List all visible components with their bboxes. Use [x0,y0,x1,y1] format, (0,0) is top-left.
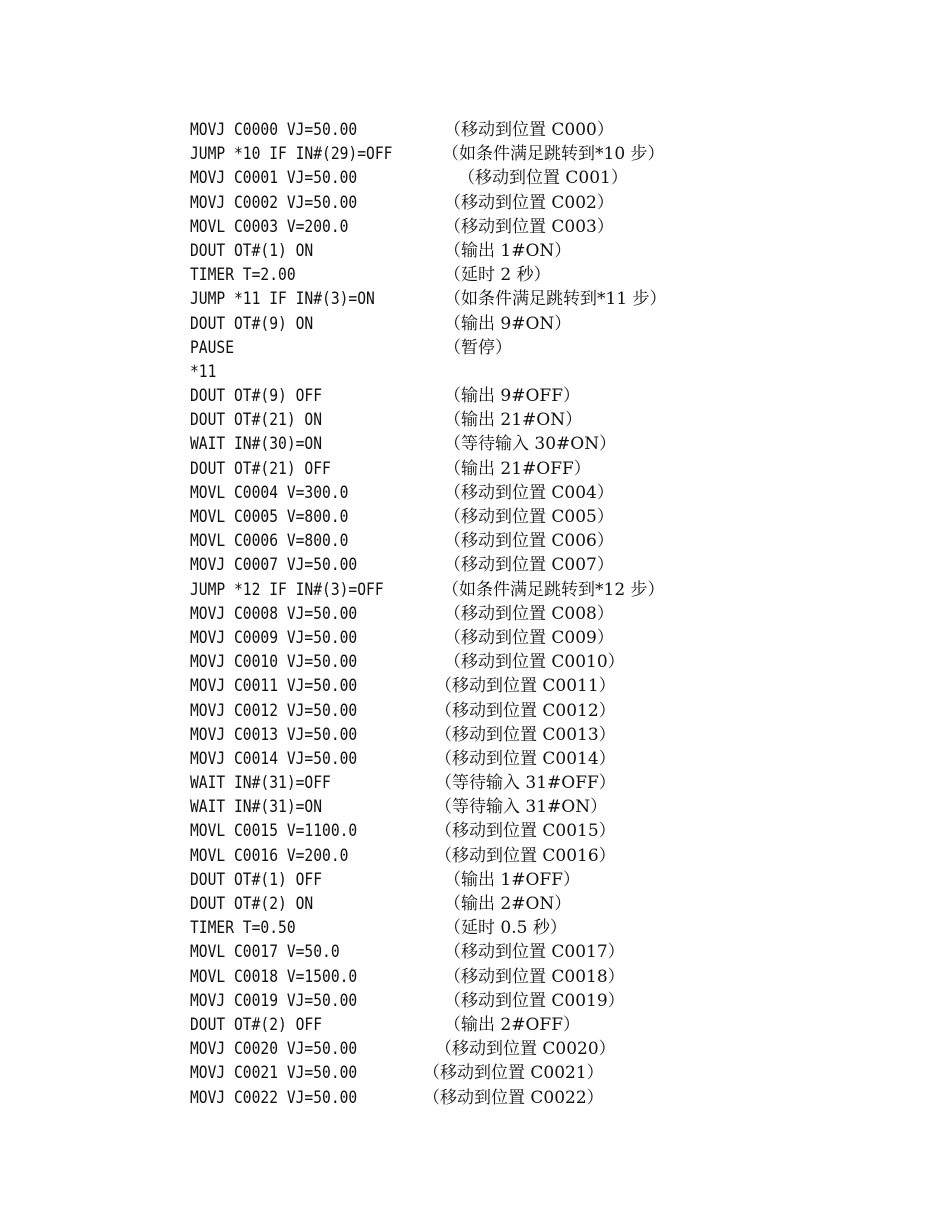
program-line [190,215,750,239]
program-instruction: WAIT IN#(31)=ON [190,797,323,818]
program-line [190,771,750,795]
program-line [190,626,750,650]
program-comment: （等待输入 30#ON） [444,434,617,455]
program-comment: （移动到位置 C000） [444,120,614,140]
program-comment: （移动到位置 C0016） [435,845,616,866]
program-instruction: MOVL C0017 V=50.0 [190,942,340,963]
program-comment: （移动到位置 C0013） [435,724,616,745]
program-line [190,747,750,771]
program-instruction: WAIT IN#(30)=ON [190,434,323,455]
robot-program-listing [190,118,750,1110]
program-instruction: PAUSE [190,337,235,358]
program-instruction: MOVJ C0011 VJ=50.00 [190,676,358,697]
program-comment: （移动到位置 C009） [444,627,614,648]
program-line [190,844,750,868]
program-comment: （移动到位置 C0014） [435,748,616,769]
program-line [190,312,750,336]
program-comment: （移动到位置 C0019） [444,990,625,1011]
program-comment: （移动到位置 C0018） [444,966,625,987]
program-instruction: MOVJ C0009 VJ=50.00 [190,627,358,648]
program-instruction: MOVJ C0007 VJ=50.00 [190,555,358,576]
program-line [190,432,750,456]
program-instruction: MOVJ C0010 VJ=50.00 [190,652,358,673]
program-instruction: MOVJ C0021 VJ=50.00 [190,1063,358,1084]
program-instruction: MOVJ C0022 VJ=50.00 [190,1087,358,1108]
program-comment: （移动到位置 C006） [444,531,614,552]
program-comment: （输出 2#ON） [444,894,572,914]
program-comment: （延时 2 秒） [444,265,551,286]
program-instruction: DOUT OT#(9) OFF [190,386,323,407]
program-line [190,118,750,142]
program-line [190,674,750,698]
program-line [190,916,750,940]
program-line [190,191,750,215]
program-line [190,384,750,408]
program-instruction: JUMP *12 IF IN#(3)=OFF [190,579,384,600]
program-comment: （如条件满足跳转到*10 步） [442,144,665,165]
program-comment: （输出 1#OFF） [444,869,580,890]
program-comment: （移动到位置 C003） [444,216,614,237]
program-comment: （移动到位置 C004） [444,482,614,503]
program-comment: （暂停） [444,337,512,358]
program-comment: （移动到位置 C0012） [435,700,616,721]
program-line [190,360,750,384]
program-comment: （移动到位置 C0011） [435,676,616,697]
program-instruction: MOVL C0018 V=1500.0 [190,966,358,987]
program-line [190,553,750,577]
program-instruction: MOVL C0015 V=1100.0 [190,821,358,842]
program-comment: （移动到位置 C007） [444,555,614,576]
program-instruction: MOVJ C0012 VJ=50.00 [190,700,358,721]
program-instruction: MOVJ C0002 VJ=50.00 [190,192,358,213]
program-instruction: MOVL C0016 V=200.0 [190,845,349,866]
program-line [190,505,750,529]
program-line [190,263,750,287]
program-instruction: DOUT OT#(21) ON [190,410,323,431]
program-comment: （移动到位置 C008） [444,603,614,624]
program-line [190,457,750,481]
program-line [190,795,750,819]
program-comment: （移动到位置 C0022） [423,1087,604,1108]
program-comment: （输出 2#OFF） [444,1014,580,1035]
program-comment: （延时 0.5 秒） [444,918,567,939]
program-instruction: MOVL C0006 V=800.0 [190,531,349,552]
program-instruction: MOVL C0003 V=200.0 [190,216,349,237]
program-instruction: DOUT OT#(2) ON [190,894,314,914]
program-instruction: TIMER T=2.00 [190,265,296,286]
program-instruction: MOVJ C0019 VJ=50.00 [190,990,358,1011]
program-line [190,892,750,916]
program-line [190,1061,750,1085]
program-instruction: JUMP *11 IF IN#(3)=ON [190,289,375,310]
program-line [190,578,750,602]
program-line [190,166,750,190]
program-comment: （如条件满足跳转到*12 步） [442,579,665,600]
program-instruction: MOVL C0004 V=300.0 [190,482,349,503]
program-comment: （移动到位置 C005） [444,507,614,527]
program-instruction: MOVJ C0020 VJ=50.00 [190,1039,358,1060]
program-line [190,529,750,553]
program-instruction: WAIT IN#(31)=OFF [190,773,331,794]
program-line [190,1013,750,1037]
program-line [190,287,750,311]
program-line [190,868,750,892]
program-instruction: DOUT OT#(1) ON [190,240,314,261]
program-instruction: MOVJ C0001 VJ=50.00 [190,168,358,189]
program-comment: （移动到位置 C0020） [435,1039,616,1060]
program-instruction: DOUT OT#(21) OFF [190,458,331,479]
program-comment: （移动到位置 C001） [458,168,628,189]
program-line [190,142,750,166]
program-line [190,1086,750,1110]
program-comment: （移动到位置 C0010） [444,652,625,673]
program-line [190,965,750,989]
program-line [190,336,750,360]
program-instruction: MOVJ C0014 VJ=50.00 [190,748,358,769]
program-line [190,699,750,723]
program-instruction: DOUT OT#(9) ON [190,313,314,334]
program-line [190,723,750,747]
program-comment: （如条件满足跳转到*11 步） [444,289,667,310]
program-instruction: DOUT OT#(2) OFF [190,1014,323,1035]
program-instruction: MOVJ C0013 VJ=50.00 [190,724,358,745]
program-comment: （移动到位置 C002） [444,192,614,213]
program-comment: （等待输入 31#OFF） [435,773,616,794]
program-instruction: DOUT OT#(1) OFF [190,869,323,890]
program-instruction: MOVJ C0008 VJ=50.00 [190,603,358,624]
program-comment: （输出 21#OFF） [444,458,591,479]
program-line [190,940,750,964]
program-comment: （移动到位置 C0017） [444,942,625,963]
program-comment: （移动到位置 C0015） [435,821,616,842]
program-line [190,1037,750,1061]
program-instruction: MOVJ C0000 VJ=50.00 [190,120,358,140]
program-comment: （输出 1#ON） [444,240,572,261]
program-line [190,819,750,843]
program-instruction: JUMP *10 IF IN#(29)=OFF [190,144,393,165]
program-line [190,239,750,263]
program-instruction: TIMER T=0.50 [190,918,296,939]
program-comment: （输出 21#ON） [444,410,583,431]
program-comment: （移动到位置 C0021） [423,1063,604,1084]
program-comment: （输出 9#ON） [444,313,572,334]
program-instruction: MOVL C0005 V=800.0 [190,507,349,527]
program-comment: （输出 9#OFF） [444,386,580,407]
program-instruction: *11 [190,361,217,382]
program-line [190,650,750,674]
program-line [190,408,750,432]
program-line [190,602,750,626]
program-line [190,481,750,505]
program-line [190,989,750,1013]
program-comment: （等待输入 31#ON） [435,797,608,818]
